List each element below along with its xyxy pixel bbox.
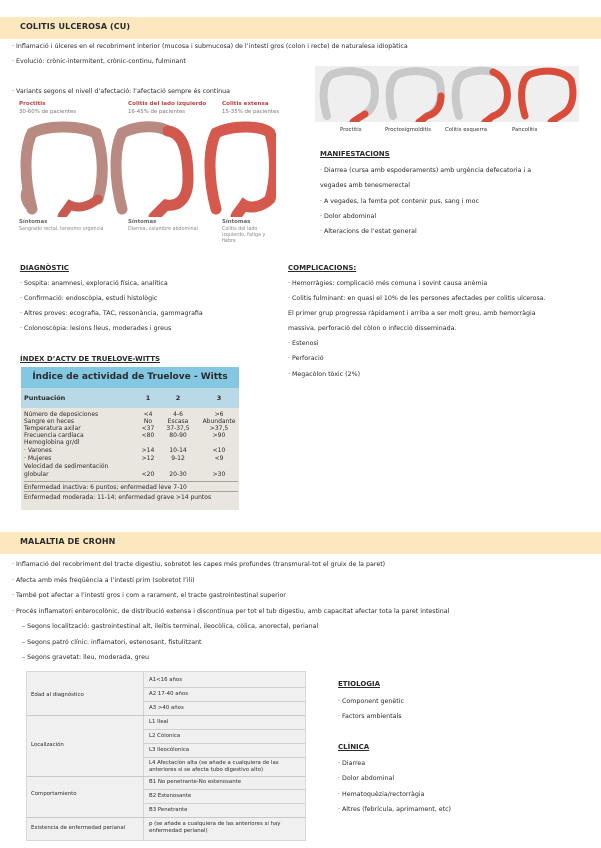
crohn-title: MALALTIA DE CROHN <box>20 537 116 546</box>
diagnostic-2: · Confirmació: endoscòpia, estudi histològic <box>20 295 158 302</box>
uc-line-2: · Evolució: crònic-intermitent, crònic-continu, fulminant <box>12 58 186 65</box>
truelove-cell: Abundante <box>202 418 236 425</box>
truelove-cell: <9 <box>214 455 224 462</box>
uc-variants-figure <box>18 101 280 244</box>
etiologia-2: · Factors ambientals <box>338 713 402 720</box>
table-divider <box>143 743 305 744</box>
truelove-cell: <20 <box>141 471 155 478</box>
montreal-beh-2: B2 Estenosante <box>149 793 192 799</box>
variant-percent-1: 30-60% de pacientes <box>19 109 77 115</box>
uc-banner <box>0 17 601 39</box>
crohn-line-4: · Procés inflamatori enterocolònic, de distribució extensa i discontínua per tot el tub digestiu, amb capacitat afectar tota la paret intestinal <box>12 608 450 615</box>
truelove-cell: 9-12 <box>171 455 185 462</box>
diagnostic-3: · Altres proves: ecografia, TAC, ressonància, gammagrafia <box>20 310 203 317</box>
colon-variants-illustration <box>18 119 276 217</box>
truelove-cell: <37 <box>141 425 155 432</box>
manifestacio-4: · Alteracions de l’estat general <box>320 228 417 235</box>
crohn-line-6: – Segons patró clínic: inflamatori, estenosant, fistulitzant <box>22 639 202 646</box>
truelove-cell: Sangre en heces <box>24 418 75 425</box>
truelove-footer-divider <box>24 481 238 482</box>
truelove-cell: <4 <box>143 411 153 418</box>
truelove-table-title: Índice de actividad de Truelove - Witts <box>21 367 239 388</box>
variant-percent-3: 15-35% de pacientes <box>222 109 280 115</box>
manifestacio-1b: vegades amb tenesmerectal <box>320 182 410 189</box>
etiologia-1: · Component genètic <box>338 698 404 705</box>
truelove-cell: Frecuencia cardíaca <box>24 432 84 439</box>
truelove-cell: globular <box>24 471 49 478</box>
truelove-cell: 4-6 <box>173 411 183 418</box>
truelove-cell: · Mujeres <box>24 455 52 462</box>
variant-percent-2: 16-45% de pacientes <box>128 109 186 115</box>
variant-label-extensa: Colitis extensa <box>222 101 269 107</box>
sint-title-2: Síntomas <box>128 219 157 225</box>
table-divider <box>143 701 305 702</box>
montreal-age-3: A3 >40 años <box>149 705 184 711</box>
etiologia-title: ETIOLOGIA <box>338 680 381 688</box>
truelove-header-row <box>21 388 239 408</box>
complicacio-4: · Perforació <box>288 355 324 362</box>
diagnostic-title: DIAGNÒSTIC <box>20 264 69 272</box>
diagnostic-4: · Colonoscòpia: lesions lleus, moderades i greus <box>20 325 172 332</box>
montreal-label-perianal: Existencia de enfermedad perianal <box>31 825 126 831</box>
truelove-table <box>21 367 239 510</box>
table-divider <box>143 789 305 790</box>
clinica-title: CLÍNICA <box>338 743 370 751</box>
montreal-loc-4a: L4 Afectación alta (se añade a cualquiera de las <box>149 760 279 766</box>
truelove-cell: >37,5 <box>209 425 229 432</box>
truelove-heading: ÍNDEX D’ACTV DE TRUELOVE-WITTS <box>20 355 161 363</box>
complicacions-title: COMPLICACIONS: <box>288 264 357 272</box>
manifestacio-2: · A vegades, la femta pot contenir pus, sang i moc <box>320 198 479 205</box>
truelove-cell: >14 <box>141 447 155 454</box>
sint-text-1: Sangrado rectal, tenesmo urgencia <box>19 227 104 232</box>
manifestacio-3: · Dolor abdominal <box>320 213 377 220</box>
complicacio-1: · Hemorràgies: complicació més comuna i sovint causa anèmia <box>288 280 488 287</box>
truelove-header-cell: 1 <box>145 394 151 402</box>
clinica-2: · Dolor abdominal <box>338 775 395 782</box>
colon-types-illustration <box>315 66 579 122</box>
truelove-header-cell: 3 <box>216 394 222 402</box>
sint-title-3: Síntomas <box>222 219 251 225</box>
truelove-cell: · Varones <box>24 447 52 454</box>
montreal-beh-3: B3 Penetrante <box>149 807 188 813</box>
table-divider <box>143 729 305 730</box>
montreal-label-behaviour: Comportamiento <box>31 791 77 797</box>
truelove-cell: Hemoglobina gr/dl <box>24 439 80 446</box>
table-divider <box>143 672 144 840</box>
truelove-cell: <10 <box>212 447 226 454</box>
table-divider <box>143 687 305 688</box>
table-divider <box>27 715 305 716</box>
truelove-footer-text: Enfermedad moderada: 11-14; enfermedad grave >14 puntos <box>24 494 212 501</box>
montreal-loc-4b: anteriores si se afecta tubo digestivo alto) <box>149 767 264 773</box>
colon-caption-proctitis: Proctitis <box>340 127 362 133</box>
truelove-cell: Escasa <box>167 418 189 425</box>
crohn-banner <box>0 532 601 554</box>
montreal-loc-2: L2 Cólonica <box>149 733 181 739</box>
truelove-footer-divider <box>24 491 238 492</box>
crohn-line-5: – Segons localització: gastrointestinal alt, ileïtis terminal, ileocòlica, còlica, anorectal, perianal <box>22 623 319 630</box>
clinica-4: · Altres (febrícula, aprimament, etc) <box>338 806 452 813</box>
colon-caption-esquerra: Colitis esquerra <box>445 127 488 133</box>
crohn-line-2: · Afecta amb més freqüència a l’intestí prim (sobretot l’ili) <box>12 577 195 584</box>
variant-label-proctitis: Proctitis <box>19 101 46 107</box>
montreal-loc-1: L1 Ileal <box>149 719 169 725</box>
sint-text-2: Diarrea, calambre abdominal <box>128 227 198 232</box>
truelove-cell: 20-30 <box>169 471 187 478</box>
variant-label-left: Colitis del lado izquierdo <box>128 101 207 107</box>
colon-caption-pancolitis: Pancolitis <box>512 127 538 133</box>
table-divider <box>27 817 305 818</box>
table-divider <box>27 776 305 777</box>
complicacio-5: · Megacòlon tòxic (2%) <box>288 371 361 378</box>
montreal-age-2: A2 17-40 años <box>149 691 189 697</box>
truelove-cell: No <box>143 418 153 425</box>
truelove-cell: >30 <box>212 471 226 478</box>
truelove-cell: >6 <box>214 411 224 418</box>
manifestacions-title: MANIFESTACIONS <box>320 150 390 158</box>
truelove-cell: Número de deposiciones <box>24 411 99 418</box>
uc-title: COLITIS ULCEROSA (CU) <box>20 22 131 31</box>
clinica-3: · Hematoquèzia/rectorràgia <box>338 791 425 798</box>
montreal-age-1: A1<16 años <box>149 677 183 683</box>
montreal-peri-2: enfermedad perianal) <box>149 828 208 834</box>
truelove-footer-text: Enfermedad inactiva: 6 puntos; enfermedad leve 7-10 <box>24 484 187 491</box>
truelove-cell: Velocidad de sedimentación <box>24 463 109 470</box>
truelove-cell: >12 <box>141 455 155 462</box>
truelove-cell: <80 <box>141 432 155 439</box>
truelove-header-cell: Puntuación <box>24 394 66 402</box>
truelove-cell: >90 <box>212 432 226 439</box>
table-divider <box>143 757 305 758</box>
sint-text-3: Colitis del lado izquierdo, fatiga y fiebre <box>222 227 266 244</box>
truelove-cell: 80-90 <box>169 432 187 439</box>
crohn-line-7: – Segons gravetat: lleu, moderada, greu <box>22 654 149 661</box>
colon-caption-proctosigmoiditis: Proctosigmoïditis <box>385 127 432 133</box>
truelove-cell: Temperatura axilar <box>24 425 81 432</box>
uc-line-1: · Inflamació i úlceres en el recobriment interior (mucosa i submucosa) de l’intestí gros (colon i recte) de naturalesa idiopàtica <box>12 43 408 50</box>
montreal-label-loc: Localización <box>31 742 64 748</box>
montreal-label-age: Edad al diagnóstico <box>31 692 84 698</box>
complicacio-2c: massiva, perforació del còlon o infecció disseminada. <box>288 325 457 332</box>
sint-title-1: Síntomas <box>19 219 48 225</box>
diagnostic-1: · Sospita: anamnesi, exploració física, analítica <box>20 280 168 287</box>
crohn-line-3: · També pot afectar a l’intestí gros i com a rarament, el tracte gastrointestinal superior <box>12 592 286 599</box>
uc-line-3: · Variants segons el nivell d’afectació: l’afectació sempre és continua <box>12 88 230 95</box>
truelove-cell: 10-14 <box>169 447 187 454</box>
table-divider <box>143 803 305 804</box>
complicacio-2: · Colitis fulminant: en quasi el 10% de les persones afectades per colitis ulcerosa. <box>288 295 546 302</box>
complicacio-3: · Estenosi <box>288 340 319 347</box>
truelove-header-cell: 2 <box>175 394 181 402</box>
complicacio-2b: El primer grup progressa ràpidament i arriba a ser molt greu, amb hemorràgia <box>288 310 536 317</box>
truelove-cell: 37-37,5 <box>166 425 190 432</box>
montreal-beh-1: B1 No penetrante-No estenosante <box>149 779 242 785</box>
montreal-peri-1: p (se añade a cualquiera de las anteriores si hay <box>149 821 281 827</box>
montreal-classification-table <box>26 671 306 841</box>
clinica-1: · Diarrea <box>338 760 366 767</box>
crohn-line-1: · Inflamació del recobriment del tracte digestiu, sobretot les capes més profundes (transmural-tot el gruix de la paret) <box>12 561 386 568</box>
manifestacio-1: · Diarrea (cursa amb espoderaments) amb urgència defecatoria i a <box>320 167 532 174</box>
montreal-loc-3: L3 Ileocólonica <box>149 747 190 753</box>
